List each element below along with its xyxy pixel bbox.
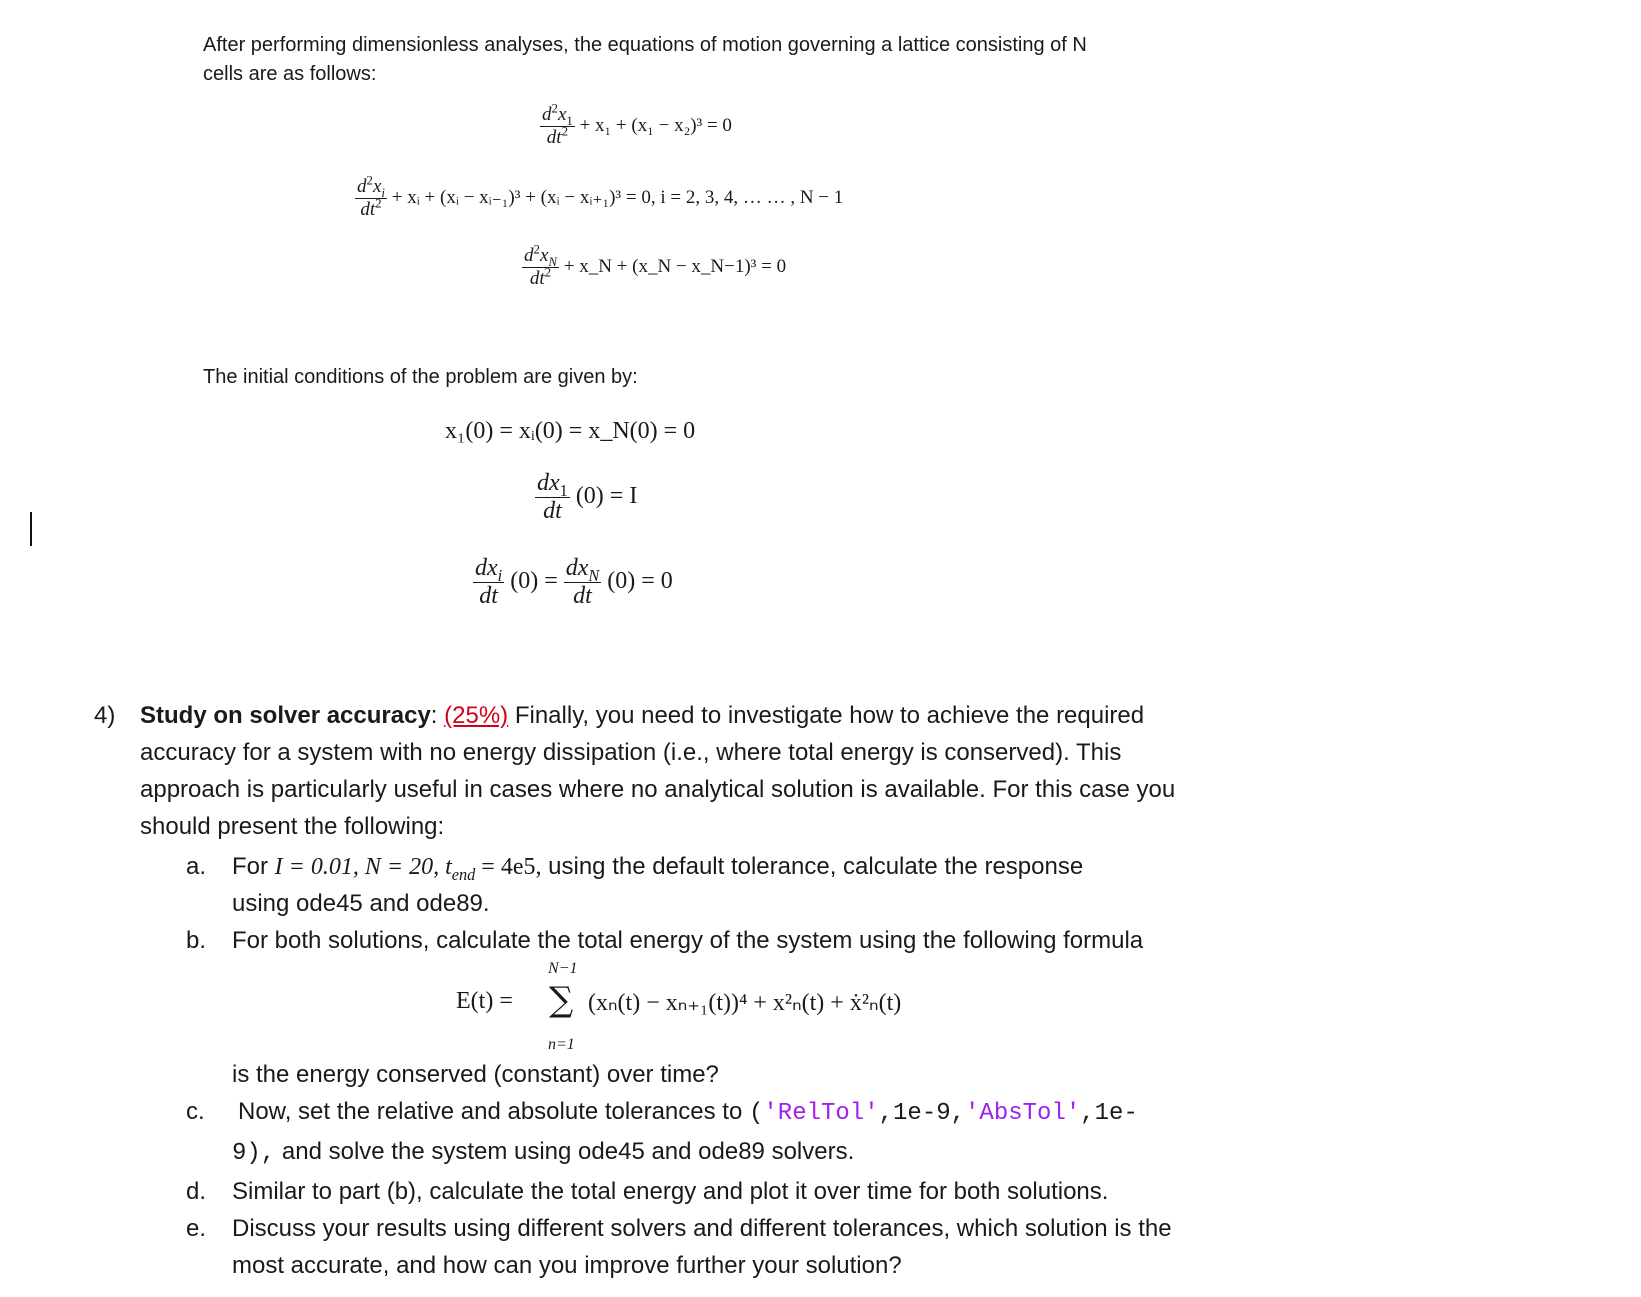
intro-line-2: cells are as follows: xyxy=(203,63,377,85)
second-derivative-xi: $\frac{d^2x_i}{dt^2}$ xyxy=(357,172,385,220)
question-intro-text-1: Finally, you need to investigate how to achieve the required xyxy=(514,702,1145,729)
text-cursor xyxy=(30,512,32,546)
question-intro-line-3: approach is particularly useful in cases where no analytical solution is available. For this case you xyxy=(140,776,1176,803)
question-number: 4) xyxy=(94,702,116,729)
ic3-mid: (0) = xyxy=(510,568,558,595)
equation-first xyxy=(540,100,732,149)
energy-sum-lower: n=1 xyxy=(548,1036,575,1053)
energy-sum-upper: N−1 xyxy=(548,960,578,977)
initial-condition-velocity-first xyxy=(535,470,637,525)
question-intro-line-4: should present the following: xyxy=(140,813,445,840)
initial-condition-velocity-rest xyxy=(473,555,673,610)
part-b-line-2: is the energy conserved (constant) over time? xyxy=(232,1061,719,1088)
second-derivative-xN: $\frac{d^2x_N}{dt^2}$ xyxy=(524,241,557,289)
part-b-label: b. xyxy=(186,927,207,954)
part-c-line-1: Now, set the relative and absolute tolerances to ('RelTol',1e-9,'AbsTol',1e- xyxy=(238,1098,1138,1127)
ic3-rest: (0) = 0 xyxy=(607,568,673,595)
equation-last-rest: + x_N + (x_N − x_N−1)³ = 0 xyxy=(563,255,787,277)
part-a-line-2: using ode45 and ode89. xyxy=(232,890,490,917)
code-snippet: ('RelTol',1e-9,'AbsTol',1e- xyxy=(748,1100,1138,1127)
part-d-label: d. xyxy=(186,1178,207,1205)
first-derivative-xi: $\frac{dx_i}{dt}$ xyxy=(475,555,503,609)
ic2-rest: (0) = I xyxy=(575,483,638,510)
part-e-label: e. xyxy=(186,1215,207,1242)
part-e-text: Discuss your results using different solvers and different tolerances, which solution is the xyxy=(232,1215,1172,1242)
question-percent: (25%) xyxy=(444,702,509,729)
first-derivative-x1: $\frac{dx_1}{dt}$ xyxy=(537,470,568,524)
equation-first-rest: + x₁ + (x₁ − x₂)³ = 0 xyxy=(579,114,732,136)
question-title: Study on solver accuracy xyxy=(140,702,431,729)
part-a-label: a. xyxy=(186,853,207,880)
energy-lhs: E(t) = xyxy=(456,988,513,1014)
part-c-label: c. xyxy=(186,1098,205,1125)
part-d-text: Similar to part (b), calculate the total energy and plot it over time for both solutions. xyxy=(232,1178,1109,1205)
energy-sum-symbol: ∑ xyxy=(549,980,574,1020)
equation-interior-rest: + xᵢ + (xᵢ − xᵢ₋₁)³ + (xᵢ − xᵢ₊₁)³ = 0, i = 2, 3, 4, … … , N − 1 xyxy=(391,186,844,208)
question-intro-line-2: accuracy for a system with no energy dissipation (i.e., where total energy is conserved). This xyxy=(140,739,1122,766)
first-derivative-xN: $\frac{dx_N}{dt}$ xyxy=(565,555,600,609)
question-intro-line-1: Study on solver accuracy: (25%) Finally, you need to investigate how to achieve the required xyxy=(140,702,1145,729)
part-c-line-2: 9), and solve the system using ode45 and ode89 solvers. xyxy=(232,1138,855,1167)
initial-condition-displacement: x₁(0) = xᵢ(0) = x_N(0) = 0 xyxy=(445,418,696,444)
intro-line-1: After performing dimensionless analyses, the equations of motion governing a lattice consisting of N xyxy=(203,34,1087,56)
energy-rhs: (xₙ(t) − xₙ₊₁(t))⁴ + x²ₙ(t) + ẋ²ₙ(t) xyxy=(588,990,902,1016)
equation-last xyxy=(522,241,787,290)
part-a-line-1: For I = 0.01, N = 20, $t_{end} = 4e5$, using the default tolerance, calculate the response xyxy=(232,853,1084,884)
equation-interior xyxy=(355,172,844,221)
part-a-params: I = 0.01, N = 20, t xyxy=(274,854,452,880)
part-e-line-2: most accurate, and how can you improve further your solution? xyxy=(232,1252,902,1279)
initial-conditions-label: The initial conditions of the problem are given by: xyxy=(203,366,638,388)
second-derivative-x1: $\frac{d^2x_1}{dt^2}$ xyxy=(542,100,573,148)
part-b-text: For both solutions, calculate the total energy of the system using the following formula xyxy=(232,927,1144,954)
